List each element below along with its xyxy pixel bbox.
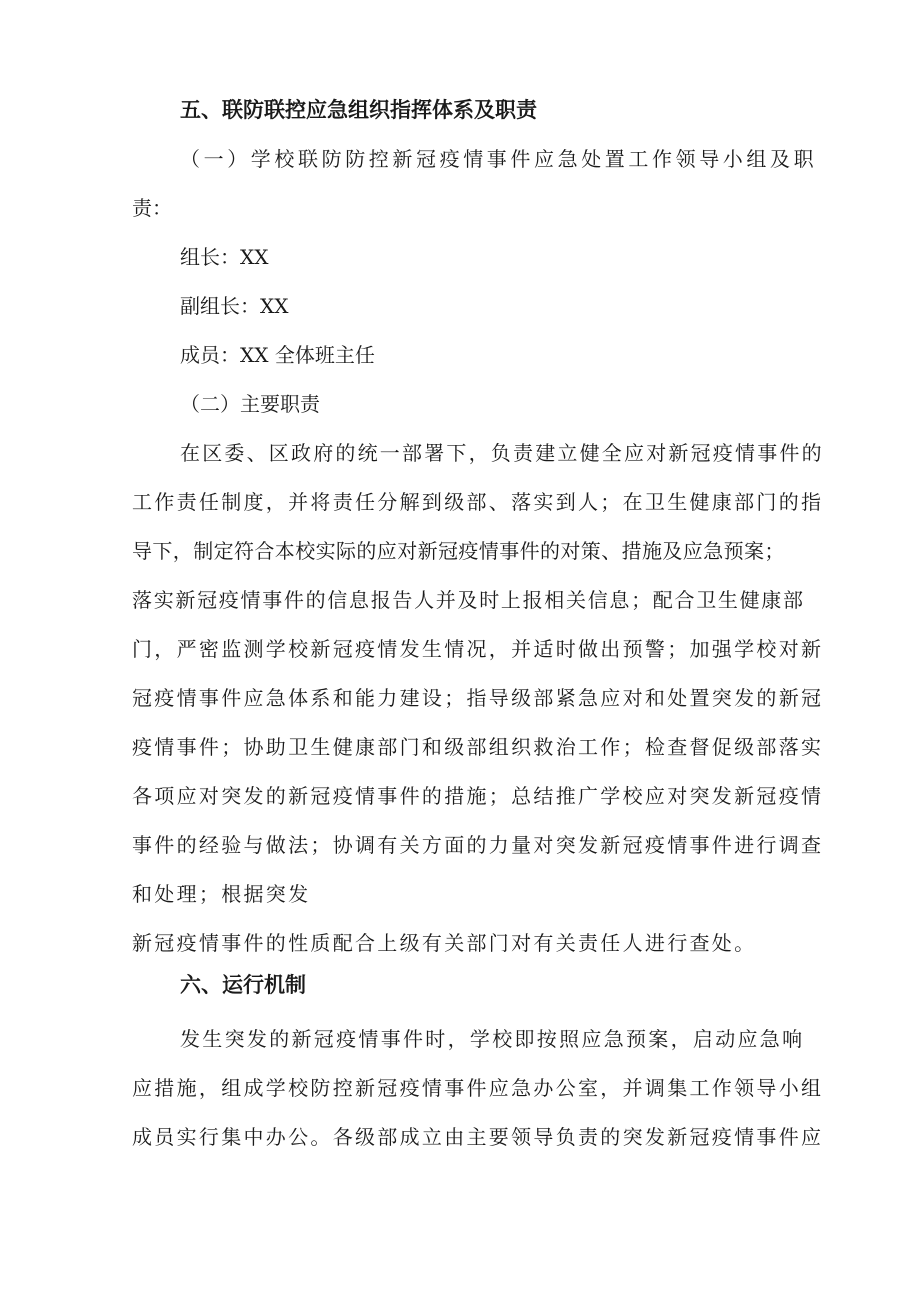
subsection-title: （二）主要职责 <box>180 392 320 416</box>
subsection-title: （一）学校联防防控新冠疫情事件应急处置工作领导小组及职 <box>180 147 818 171</box>
section-heading: 五、联防联控应急组织指挥体系及职责 <box>180 98 537 122</box>
paragraph-line: 疫情事件；协助卫生健康部门和级部组织救治工作；检查督促级部落实 <box>132 735 824 759</box>
paragraph-line: 应措施，组成学校防控新冠疫情事件应急办公室，并调集工作领导小组 <box>132 1076 824 1100</box>
paragraph-line: 落实新冠疫情事件的信息报告人并及时上报相关信息；配合卫生健康部 <box>132 588 805 612</box>
paragraph-line: 各项应对突发的新冠疫情事件的措施；总结推广学校应对突发新冠疫情 <box>132 784 824 808</box>
paragraph-line: 工作责任制度，并将责任分解到级部、落实到人；在卫生健康部门的指 <box>132 490 824 514</box>
paragraph-line: 新冠疫情事件的性质配合上级有关部门对有关责任人进行查处。 <box>132 931 757 955</box>
paragraph-line: 导下，制定符合本校实际的应对新冠疫情事件的对策、措施及应急预案； <box>132 539 785 563</box>
leader-line: 组长：XX <box>180 245 269 269</box>
paragraph-line: 门，严密监测学校新冠疫情发生情况，并适时做出预警；加强学校对新 <box>132 637 824 661</box>
paragraph-line: 冠疫情事件应急体系和能力建设；指导级部紧急应对和处置突发的新冠 <box>132 686 824 710</box>
section-heading: 六、运行机制 <box>180 973 306 997</box>
paragraph-line: 成员实行集中办公。各级部成立由主要领导负责的突发新冠疫情事件应 <box>132 1125 824 1149</box>
deputy-leader-line: 副组长：XX <box>180 294 289 318</box>
paragraph-line: 发生突发的新冠疫情事件时，学校即按照应急预案，启动应急响 <box>180 1027 805 1051</box>
paragraph-line: 和处理；根据突发 <box>132 882 311 906</box>
paragraph-line: 事件的经验与做法；协调有关方面的力量对突发新冠疫情事件进行调查 <box>132 833 824 857</box>
paragraph-line: 在区委、区政府的统一部署下，负责建立健全应对新冠疫情事件的 <box>180 441 824 465</box>
subsection-title-continued: 责： <box>132 196 172 220</box>
members-line: 成员：XX 全体班主任 <box>180 343 375 367</box>
